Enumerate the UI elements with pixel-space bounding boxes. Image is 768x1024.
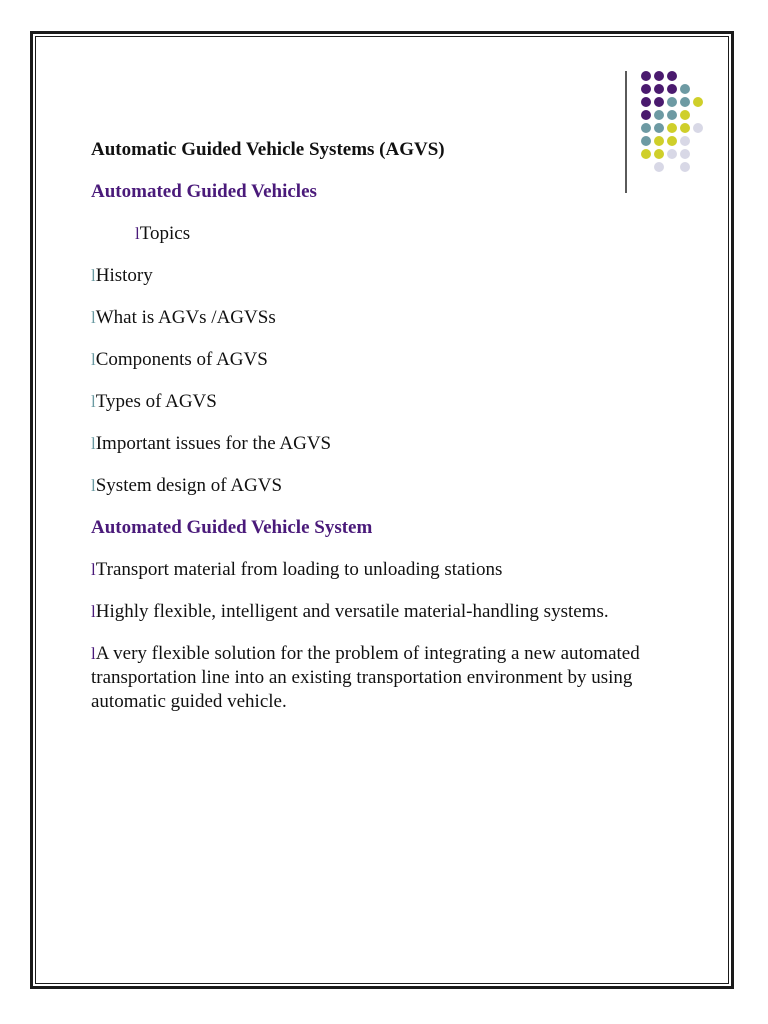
topic-item xyxy=(91,306,691,330)
deco-dot xyxy=(654,123,664,133)
deco-dot xyxy=(641,123,651,133)
topic-item-text: Important issues for the AGVS xyxy=(95,433,332,454)
bullet-icon: l xyxy=(91,560,96,579)
bullet-icon: l xyxy=(91,350,96,369)
bullet-icon: l xyxy=(91,644,96,663)
topics-list xyxy=(91,264,691,498)
deco-dot xyxy=(693,97,703,107)
document-body xyxy=(91,138,691,714)
topic-item-text: System design of AGVS xyxy=(95,475,283,496)
deco-dot xyxy=(654,84,664,94)
bullet-icon: l xyxy=(91,476,96,495)
topic-item-text: Types of AGVS xyxy=(95,391,217,412)
topic-item xyxy=(91,474,691,498)
deco-dot xyxy=(693,123,703,133)
deco-dot xyxy=(667,110,677,120)
topic-item xyxy=(91,348,691,372)
deco-dot xyxy=(667,97,677,107)
topics-label xyxy=(91,222,691,246)
section-heading-vehicles: Automated Guided Vehicles xyxy=(91,181,317,202)
deco-dot xyxy=(667,123,677,133)
system-list xyxy=(91,558,691,714)
topic-item-text: What is AGVs /AGVSs xyxy=(95,307,276,328)
bullet-icon: l xyxy=(91,434,96,453)
section-heading-system: Automated Guided Vehicle System xyxy=(91,517,373,538)
topics-text: Topics xyxy=(139,223,191,244)
deco-dot xyxy=(680,110,690,120)
system-item-text: Highly flexible, intelligent and versatile material-handling systems. xyxy=(95,601,609,622)
topic-item-text: Components of AGVS xyxy=(95,349,268,370)
deco-dot xyxy=(654,71,664,81)
bullet-icon: l xyxy=(135,224,140,243)
deco-dot xyxy=(654,97,664,107)
bullet-icon: l xyxy=(91,602,96,621)
topic-item xyxy=(91,390,691,414)
system-item xyxy=(91,642,691,714)
deco-dot xyxy=(641,84,651,94)
topic-item-text: History xyxy=(95,265,153,286)
topic-item xyxy=(91,432,691,456)
deco-dot xyxy=(654,110,664,120)
deco-dot xyxy=(680,97,690,107)
deco-dot xyxy=(680,123,690,133)
bullet-icon: l xyxy=(91,266,96,285)
deco-dot xyxy=(641,97,651,107)
bullet-icon: l xyxy=(91,308,96,327)
system-item xyxy=(91,600,691,624)
system-item-text: A very flexible solution for the problem of integrating a new automated transportation line into an existing transportation environment by using automatic guided vehicle. xyxy=(91,643,640,712)
system-item-text: Transport material from loading to unloading stations xyxy=(95,559,503,580)
deco-dot xyxy=(641,71,651,81)
deco-dot xyxy=(680,84,690,94)
deco-dot xyxy=(641,110,651,120)
document-title: Automatic Guided Vehicle Systems (AGVS) xyxy=(91,139,445,160)
topic-item xyxy=(91,264,691,288)
deco-dot xyxy=(667,71,677,81)
system-item xyxy=(91,558,691,582)
bullet-icon: l xyxy=(91,392,96,411)
deco-dot xyxy=(667,84,677,94)
